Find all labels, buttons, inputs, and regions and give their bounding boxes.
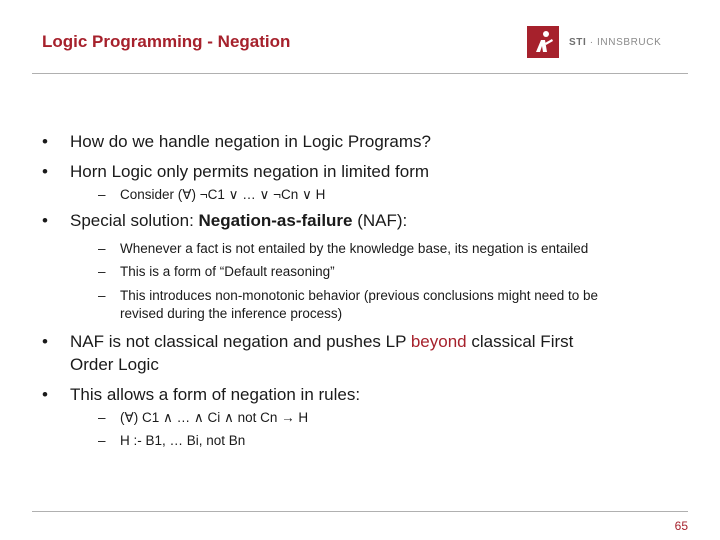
sub-bullet-text: Whenever a fact is not entailed by the knowledge base, its negation is entailed bbox=[120, 241, 589, 256]
bullet-marker: • bbox=[42, 332, 48, 351]
bullet-text-prefix: Special solution: bbox=[70, 211, 199, 230]
sub-bullet-marker: – bbox=[98, 241, 106, 256]
logo-name: INNSBRUCK bbox=[597, 36, 662, 48]
bullet-text-suffix: (NAF): bbox=[352, 211, 408, 230]
bullet-marker: • bbox=[42, 385, 48, 404]
sub-bullet-marker: – bbox=[98, 410, 106, 425]
logo-brand: STI bbox=[569, 36, 587, 48]
bullet-text: Order Logic bbox=[70, 355, 159, 374]
sub-bullet-text: (∀) C1 ∧ … ∧ Ci ∧ not Cn → H bbox=[120, 410, 309, 425]
beyond-emphasis: beyond bbox=[410, 332, 467, 351]
sub-bullet-text: Consider (∀) ¬C1 ∨ … ∨ ¬Cn ∨ H bbox=[120, 187, 326, 202]
bullet-text: How do we handle negation in Logic Programs? bbox=[70, 132, 432, 151]
sub-bullet-text: This introduces non-monotonic behavior (previous conclusions might need to be bbox=[120, 288, 599, 303]
sub-bullet-marker: – bbox=[98, 288, 106, 303]
footer-divider bbox=[32, 511, 688, 512]
logo-separator: · bbox=[586, 36, 598, 48]
bullet-text bbox=[70, 330, 573, 353]
sub-bullet-marker: – bbox=[98, 264, 106, 279]
bullet-text-prefix: NAF is not classical negation and pushes LP bbox=[70, 332, 411, 351]
bullet-marker: • bbox=[42, 211, 48, 230]
sub-bullet-text: H :- B1, … Bi, not Bn bbox=[120, 433, 246, 448]
sub-bullet-text: This is a form of “Default reasoning” bbox=[120, 264, 335, 279]
naf-term: Negation-as-failure bbox=[198, 211, 353, 230]
slide-title: Logic Programming - Negation bbox=[42, 32, 291, 51]
bullet-text: This allows a form of negation in rules: bbox=[70, 385, 361, 404]
bullet-marker: • bbox=[42, 162, 48, 181]
page-number: 65 bbox=[674, 519, 688, 533]
sub-bullet-marker: – bbox=[98, 187, 106, 202]
sub-bullet-text: revised during the inference process) bbox=[120, 306, 343, 321]
bullet-text: Horn Logic only permits negation in limited form bbox=[70, 162, 430, 181]
bullet-text bbox=[70, 209, 407, 232]
bullet-text-suffix: classical First bbox=[466, 332, 574, 351]
sub-bullet-marker: – bbox=[98, 433, 106, 448]
bullet-marker: • bbox=[42, 132, 48, 151]
